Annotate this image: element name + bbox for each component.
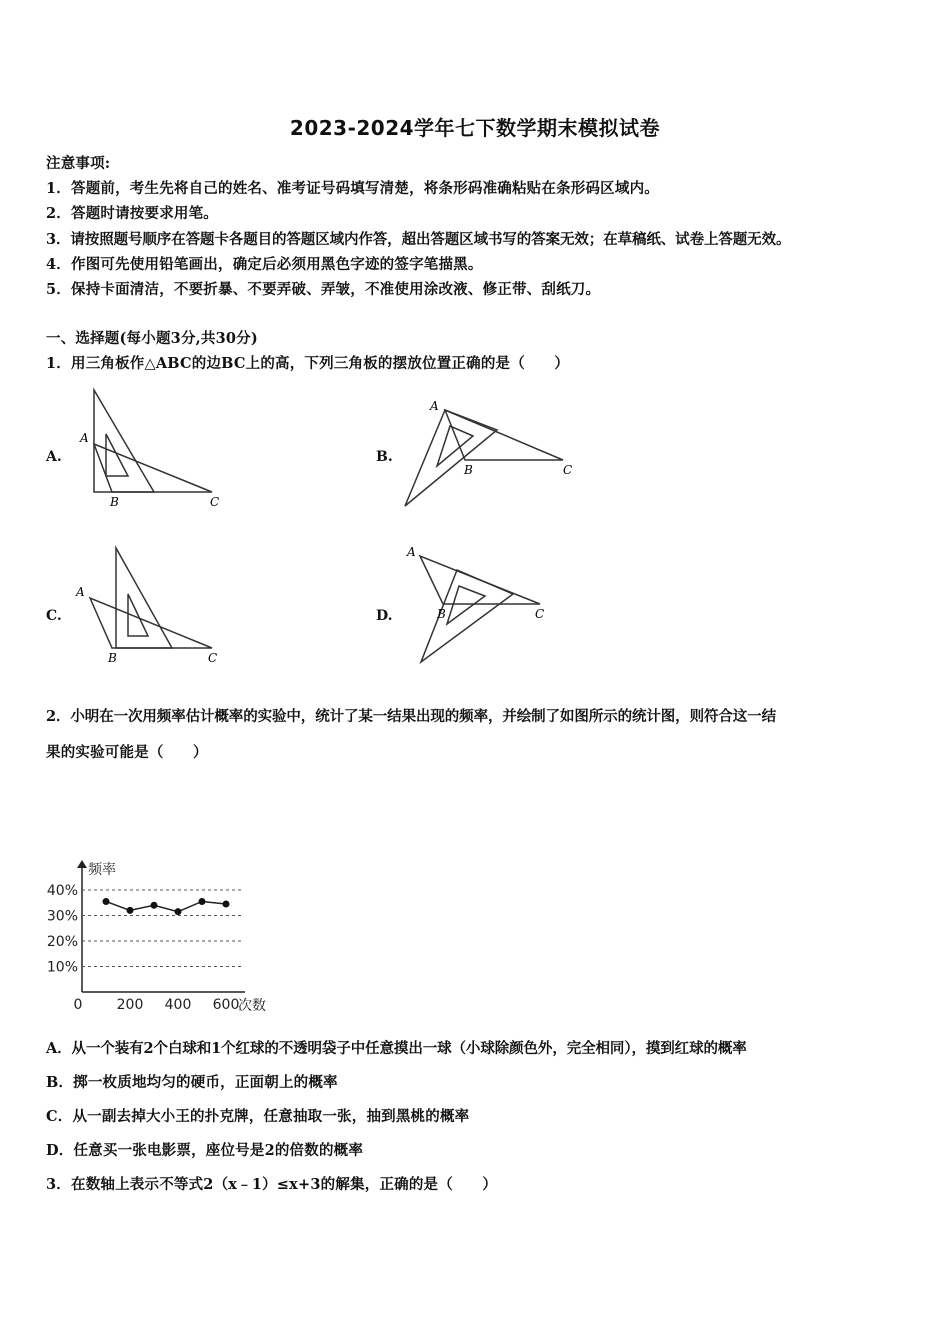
x-tick-label: 200 <box>116 997 144 1013</box>
point-label-b: B <box>110 495 119 509</box>
point-label-c: C <box>535 607 545 621</box>
question-2-stem: 果的实验可能是（ ） <box>46 744 208 761</box>
x-tick-label: 600 <box>212 997 240 1013</box>
q2-option-a[interactable]: A．从一个装有2个白球和1个红球的不透明袋子中任意摸出一球（小球除颜色外，完全相同），摸到红球的概率 <box>46 1040 747 1057</box>
notice-item: 5．保持卡面清洁，不要折暴、不要弄破、弄皱，不准使用涂改液、修正带、刮纸刀。 <box>46 281 601 298</box>
q1-figure-d <box>395 540 585 668</box>
point-label-a: A <box>80 431 89 445</box>
q1-option-d-label[interactable]: D. <box>376 608 393 624</box>
q1-figure-a <box>72 382 242 512</box>
set-square-outer <box>116 548 172 648</box>
y-tick-label: 30% <box>46 908 78 925</box>
q1-option-b-label[interactable]: B. <box>376 449 393 465</box>
data-point <box>199 898 206 905</box>
point-label-b: B <box>464 463 473 477</box>
triangle-abc <box>94 444 212 492</box>
q2-option-c[interactable]: C．从一副去掉大小王的扑克牌，任意抽取一张，抽到黑桃的概率 <box>46 1108 470 1125</box>
data-point <box>103 898 110 905</box>
point-label-a: A <box>430 399 439 413</box>
question-1-stem: 1．用三角板作△ABC的边BC上的高，下列三角板的摆放位置正确的是（ ） <box>46 355 570 372</box>
q1-option-a-label[interactable]: A. <box>46 449 62 465</box>
question-3-stem: 3．在数轴上表示不等式2（x﹣1）≤x+3的解集，正确的是（ ） <box>46 1176 498 1193</box>
point-label-c: C <box>208 651 218 665</box>
data-point <box>127 907 134 914</box>
notice-item: 4．作图可先使用铅笔画出，确定后必须用黑色字迹的签字笔描黑。 <box>46 256 483 273</box>
page-title: 2023-2024学年七下数学期末模拟试卷 <box>289 116 661 140</box>
q1-figure-c <box>72 540 242 670</box>
q2-option-b[interactable]: B．掷一枚质地均匀的硬币，正面朝上的概率 <box>46 1074 338 1091</box>
notice-item: 1．答题前，考生先将自己的姓名、准考证号码填写清楚，将条形码准确粘贴在条形码区域内。 <box>46 180 659 197</box>
notice-item: 3．请按照题号顺序在答题卡各题目的答题区域内作答，超出答题区域书写的答案无效；在草稿纸、试卷上答题无效。 <box>46 231 791 248</box>
data-point <box>223 901 230 908</box>
point-label-b: B <box>108 651 117 665</box>
data-point <box>175 908 182 915</box>
y-axis-label: 频率 <box>88 862 116 878</box>
point-label-c: C <box>210 495 220 509</box>
q1-option-c-label[interactable]: C. <box>46 608 62 624</box>
point-label-a: A <box>76 585 85 599</box>
notice-heading: 注意事项: <box>46 155 111 172</box>
q2-option-d[interactable]: D．任意买一张电影票，座位号是2的倍数的概率 <box>46 1142 364 1159</box>
q1-figure-b <box>395 396 585 512</box>
y-tick-label: 40% <box>46 883 78 899</box>
point-label-c: C <box>563 463 573 477</box>
triangle-abc <box>445 410 563 460</box>
set-square-inner <box>106 434 128 476</box>
x-tick-label: 0 <box>73 997 83 1013</box>
notice-item: 2．答题时请按要求用笔。 <box>46 205 218 222</box>
triangle-abc <box>90 598 212 648</box>
section-heading: 一、选择题(每小题3分,共30分) <box>46 330 258 347</box>
point-label-a: A <box>407 545 416 559</box>
x-tick-label: 400 <box>164 997 192 1013</box>
y-axis-arrow <box>77 860 87 868</box>
data-point <box>151 902 158 909</box>
point-label-b: B <box>437 607 446 621</box>
series-line <box>106 901 226 911</box>
y-tick-label: 20% <box>46 934 78 950</box>
x-axis-label: 次数 <box>238 998 266 1014</box>
set-square-outer <box>421 570 513 662</box>
y-tick-label: 10% <box>46 959 78 976</box>
question-2-stem: 2．小明在一次用频率估计概率的实验中，统计了某一结果出现的频率，并绘制了如图所示的统计图，则符合这一结 <box>46 708 776 725</box>
frequency-chart <box>30 852 290 1022</box>
